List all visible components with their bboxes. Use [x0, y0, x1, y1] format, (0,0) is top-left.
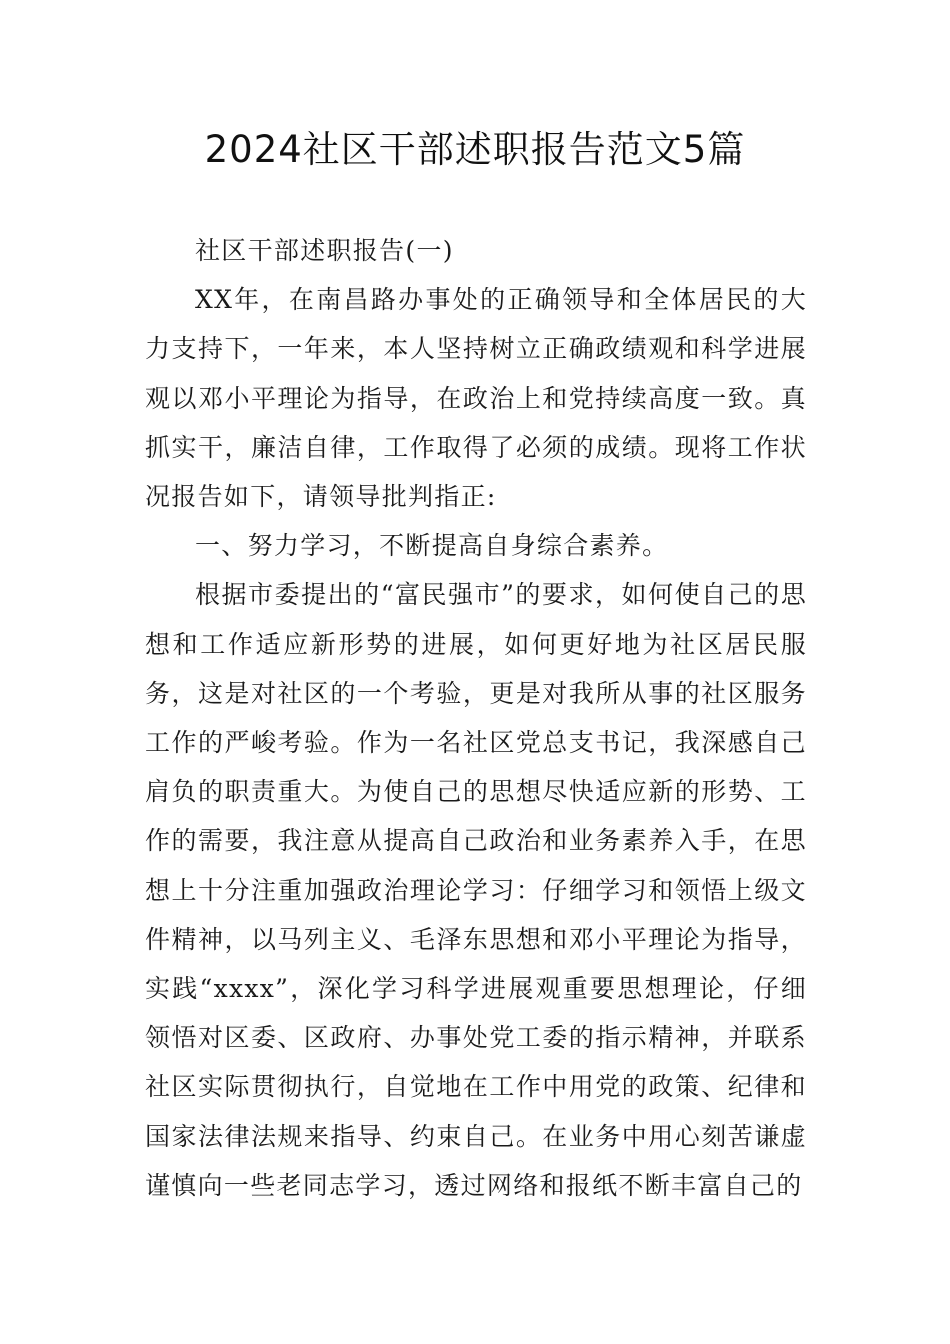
paragraph-intro: XX年，在南昌路办事处的正确领导和全体居民的大力支持下，一年来，本人坚持树立正确政绩观和科学进展观以邓小平理论为指导，在政治上和党持续高度一致。真抓实干，廉洁自律，工作取得了必须的成绩。现将工作状况报告如下，请领导批判指正: [145, 285, 807, 512]
paragraph-body: 根据市委提出的“富民强市”的要求，如何使自己的思想和工作适应新形势的进展，如何更好地为社区居民服务，这是对社区的一个考验，更是对我所从事的社区服务工作的严峻考验。作为一名社区党总支书记，我深感自己肩负的职责重大。为使自己的思想尽快适应新的形势、工作的需要，我注意从提高自己政治和业务素养入手，在思想上十分注重加强政治理论学习：仔细学习和领悟上级文件精神，以马列主义、毛泽东思想和邓小平理论为指导，实践“xxxx”，深化学习科学进展观重要思想理论，仔细领悟对区委、区政府、办事处党工委的指示精神，并联系社区实际贯彻执行，自觉地在工作中用党的政策、纪律和国家法律法规来指导、约束自己。在业务中用心刻苦谦虚谨慎向一些老同志学习，透过网络和报纸不断丰富自己的 [145, 580, 807, 1200]
paragraph-section-heading: 社区干部述职报告(一) [195, 236, 454, 265]
paragraph-subheading: 一、努力学习，不断提高自身综合素养。 [195, 531, 669, 561]
document-body [145, 226, 807, 1210]
document-title: 2024社区干部述职报告范文5篇 [204, 128, 746, 171]
